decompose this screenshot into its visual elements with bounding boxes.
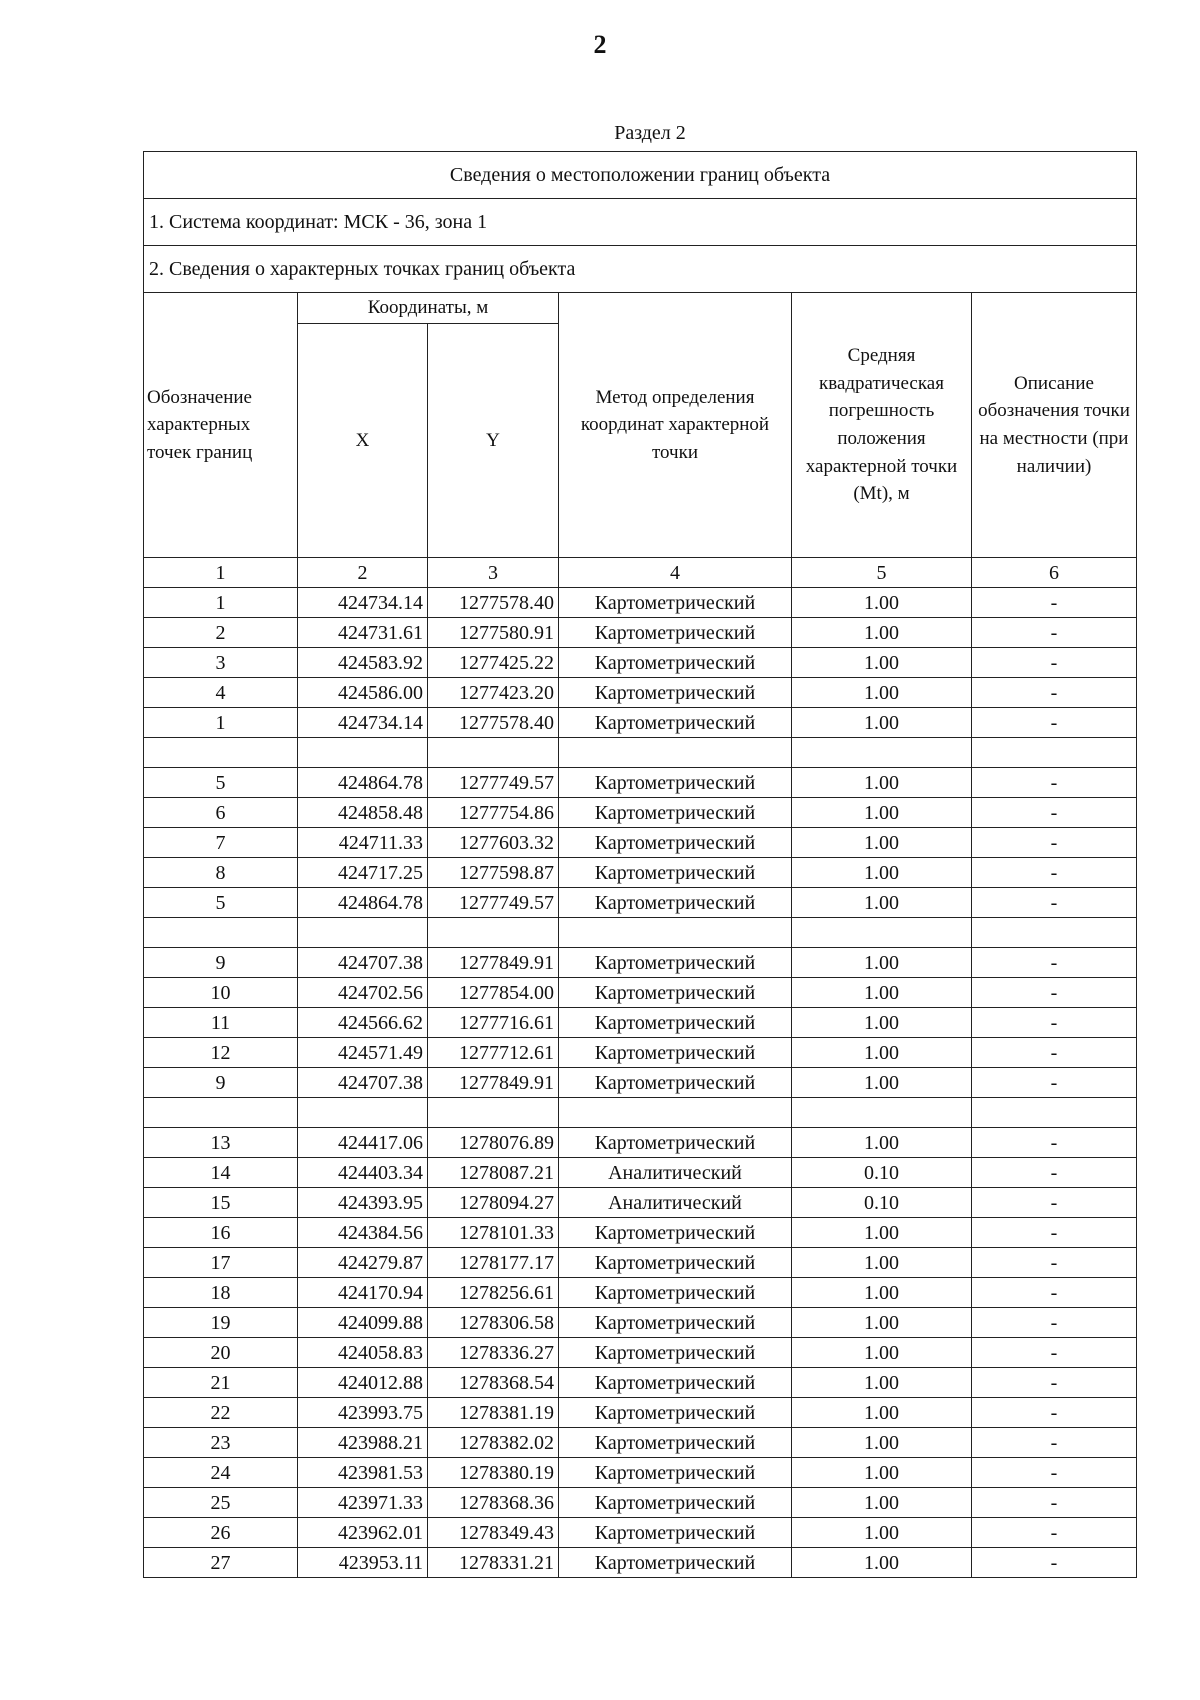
method-cell: Картометрический (559, 1308, 792, 1338)
error-cell: 0.10 (792, 1158, 972, 1188)
x-cell: 424403.34 (298, 1158, 428, 1188)
x-cell: 424864.78 (298, 888, 428, 918)
y-cell: 1277754.86 (428, 798, 559, 828)
table-row (144, 1038, 1137, 1068)
description-cell: - (972, 858, 1137, 888)
error-cell: 1.00 (792, 708, 972, 738)
method-cell: Картометрический (559, 708, 792, 738)
table-row (144, 1218, 1137, 1248)
empty-cell (298, 918, 428, 948)
method-cell: Картометрический (559, 948, 792, 978)
y-cell: 1278256.61 (428, 1278, 559, 1308)
description-cell: - (972, 1398, 1137, 1428)
error-cell: 1.00 (792, 888, 972, 918)
x-cell: 423971.33 (298, 1488, 428, 1518)
y-cell: 1277580.91 (428, 618, 559, 648)
y-cell: 1278101.33 (428, 1218, 559, 1248)
x-cell: 423988.21 (298, 1428, 428, 1458)
method-cell: Картометрический (559, 618, 792, 648)
group-separator-row (144, 738, 1137, 768)
point-cell: 13 (144, 1128, 298, 1158)
x-cell: 424279.87 (298, 1248, 428, 1278)
point-cell: 1 (144, 588, 298, 618)
table-row (144, 888, 1137, 918)
x-cell: 423953.11 (298, 1548, 428, 1578)
x-cell: 424417.06 (298, 1128, 428, 1158)
empty-cell (144, 738, 298, 768)
error-cell: 1.00 (792, 1068, 972, 1098)
table-row (144, 588, 1137, 618)
description-cell: - (972, 1548, 1137, 1578)
table-row (144, 1068, 1137, 1098)
empty-cell (144, 918, 298, 948)
points-heading: 2. Сведения о характерных точках границ объекта (144, 246, 1137, 293)
header-description: Описание обозначения точки на местности (при наличии) (972, 293, 1137, 558)
method-cell: Картометрический (559, 678, 792, 708)
table-row (144, 1548, 1137, 1578)
table-row (144, 798, 1137, 828)
method-cell: Картометрический (559, 768, 792, 798)
empty-cell (559, 738, 792, 768)
y-cell: 1278076.89 (428, 1128, 559, 1158)
y-cell: 1277849.91 (428, 948, 559, 978)
error-cell: 1.00 (792, 1278, 972, 1308)
y-cell: 1278087.21 (428, 1158, 559, 1188)
error-cell: 1.00 (792, 828, 972, 858)
point-cell: 17 (144, 1248, 298, 1278)
table-row (144, 1488, 1137, 1518)
point-cell: 9 (144, 948, 298, 978)
table-row (144, 1158, 1137, 1188)
error-cell: 1.00 (792, 1008, 972, 1038)
method-cell: Картометрический (559, 1008, 792, 1038)
method-cell: Картометрический (559, 1488, 792, 1518)
table-row (144, 1518, 1137, 1548)
description-cell: - (972, 768, 1137, 798)
method-cell: Картометрический (559, 588, 792, 618)
y-cell: 1278368.36 (428, 1488, 559, 1518)
error-cell: 1.00 (792, 768, 972, 798)
method-cell: Картометрический (559, 1128, 792, 1158)
point-cell: 5 (144, 888, 298, 918)
table-row (144, 1008, 1137, 1038)
empty-cell (972, 918, 1137, 948)
method-cell: Картометрический (559, 1038, 792, 1068)
description-cell: - (972, 978, 1137, 1008)
coordinate-system: 1. Система координат: МСК - 36, зона 1 (144, 199, 1137, 246)
column-number: 2 (298, 558, 428, 588)
table-row (144, 1188, 1137, 1218)
error-cell: 1.00 (792, 648, 972, 678)
description-cell: - (972, 1218, 1137, 1248)
y-cell: 1277425.22 (428, 648, 559, 678)
table-row (144, 1458, 1137, 1488)
column-number: 3 (428, 558, 559, 588)
point-cell: 6 (144, 798, 298, 828)
x-cell: 424058.83 (298, 1338, 428, 1368)
point-cell: 2 (144, 618, 298, 648)
method-cell: Картометрический (559, 1428, 792, 1458)
table-row (144, 1398, 1137, 1428)
empty-cell (972, 738, 1137, 768)
y-cell: 1278336.27 (428, 1338, 559, 1368)
description-cell: - (972, 798, 1137, 828)
x-cell: 424707.38 (298, 948, 428, 978)
error-cell: 1.00 (792, 1308, 972, 1338)
empty-cell (972, 1098, 1137, 1128)
table-row (144, 678, 1137, 708)
method-cell: Картометрический (559, 1338, 792, 1368)
header-method: Метод определения координат характерной точки (559, 293, 792, 558)
method-cell: Картометрический (559, 798, 792, 828)
x-cell: 424012.88 (298, 1368, 428, 1398)
point-cell: 1 (144, 708, 298, 738)
header-coordinates: Координаты, м (298, 293, 559, 324)
description-cell: - (972, 678, 1137, 708)
x-cell: 424734.14 (298, 708, 428, 738)
description-cell: - (972, 1248, 1137, 1278)
header-y: Y (428, 324, 559, 558)
table-row (144, 648, 1137, 678)
method-cell: Картометрический (559, 1458, 792, 1488)
empty-cell (428, 918, 559, 948)
method-cell: Картометрический (559, 648, 792, 678)
table-row (144, 948, 1137, 978)
description-cell: - (972, 1308, 1137, 1338)
y-cell: 1278177.17 (428, 1248, 559, 1278)
column-number: 5 (792, 558, 972, 588)
point-cell: 4 (144, 678, 298, 708)
method-cell: Картометрический (559, 1068, 792, 1098)
error-cell: 1.00 (792, 678, 972, 708)
error-cell: 1.00 (792, 1548, 972, 1578)
header-error: Средняя квадратическая погрешность положения характерной точки (Mt), м (792, 293, 972, 558)
point-cell: 10 (144, 978, 298, 1008)
description-cell: - (972, 588, 1137, 618)
y-cell: 1277578.40 (428, 708, 559, 738)
point-cell: 21 (144, 1368, 298, 1398)
method-cell: Картометрический (559, 1368, 792, 1398)
table-row (144, 828, 1137, 858)
description-cell: - (972, 1008, 1137, 1038)
error-cell: 1.00 (792, 618, 972, 648)
table-row (144, 1368, 1137, 1398)
point-cell: 16 (144, 1218, 298, 1248)
description-cell: - (972, 1068, 1137, 1098)
y-cell: 1277716.61 (428, 1008, 559, 1038)
point-cell: 22 (144, 1398, 298, 1428)
description-cell: - (972, 618, 1137, 648)
point-cell: 14 (144, 1158, 298, 1188)
description-cell: - (972, 1188, 1137, 1218)
description-cell: - (972, 1368, 1137, 1398)
empty-cell (792, 1098, 972, 1128)
table-row (144, 1308, 1137, 1338)
method-cell: Картометрический (559, 828, 792, 858)
description-cell: - (972, 708, 1137, 738)
error-cell: 0.10 (792, 1188, 972, 1218)
error-cell: 1.00 (792, 1428, 972, 1458)
method-cell: Картометрический (559, 1518, 792, 1548)
y-cell: 1277749.57 (428, 888, 559, 918)
description-cell: - (972, 1278, 1137, 1308)
y-cell: 1277749.57 (428, 768, 559, 798)
y-cell: 1278331.21 (428, 1548, 559, 1578)
point-cell: 3 (144, 648, 298, 678)
method-cell: Картометрический (559, 1278, 792, 1308)
boundary-coordinates-sheet (143, 151, 1136, 1578)
empty-cell (298, 1098, 428, 1128)
column-number: 6 (972, 558, 1137, 588)
x-cell: 424858.48 (298, 798, 428, 828)
table-row (144, 858, 1137, 888)
y-cell: 1278382.02 (428, 1428, 559, 1458)
y-cell: 1277712.61 (428, 1038, 559, 1068)
y-cell: 1277423.20 (428, 678, 559, 708)
point-cell: 27 (144, 1548, 298, 1578)
y-cell: 1278380.19 (428, 1458, 559, 1488)
x-cell: 424099.88 (298, 1308, 428, 1338)
y-cell: 1278381.19 (428, 1398, 559, 1428)
method-cell: Картометрический (559, 1248, 792, 1278)
x-cell: 423981.53 (298, 1458, 428, 1488)
table-row (144, 978, 1137, 1008)
points-body (144, 588, 1137, 1578)
y-cell: 1277854.00 (428, 978, 559, 1008)
error-cell: 1.00 (792, 1128, 972, 1158)
y-cell: 1277578.40 (428, 588, 559, 618)
x-cell: 424717.25 (298, 858, 428, 888)
error-cell: 1.00 (792, 1518, 972, 1548)
point-cell: 8 (144, 858, 298, 888)
method-cell: Картометрический (559, 978, 792, 1008)
point-cell: 9 (144, 1068, 298, 1098)
description-cell: - (972, 1428, 1137, 1458)
table-title: Сведения о местоположении границ объекта (144, 152, 1137, 199)
point-cell: 19 (144, 1308, 298, 1338)
description-cell: - (972, 1518, 1137, 1548)
error-cell: 1.00 (792, 858, 972, 888)
error-cell: 1.00 (792, 798, 972, 828)
error-cell: 1.00 (792, 1368, 972, 1398)
group-separator-row (144, 1098, 1137, 1128)
error-cell: 1.00 (792, 1458, 972, 1488)
table-row (144, 1248, 1137, 1278)
table-row (144, 1338, 1137, 1368)
method-cell: Картометрический (559, 1548, 792, 1578)
description-cell: - (972, 1458, 1137, 1488)
y-cell: 1278094.27 (428, 1188, 559, 1218)
point-cell: 20 (144, 1338, 298, 1368)
error-cell: 1.00 (792, 1038, 972, 1068)
x-cell: 424734.14 (298, 588, 428, 618)
y-cell: 1277603.32 (428, 828, 559, 858)
error-cell: 1.00 (792, 588, 972, 618)
method-cell: Аналитический (559, 1158, 792, 1188)
error-cell: 1.00 (792, 1398, 972, 1428)
point-cell: 7 (144, 828, 298, 858)
table-row (144, 618, 1137, 648)
description-cell: - (972, 888, 1137, 918)
table-row (144, 1128, 1137, 1158)
x-cell: 423962.01 (298, 1518, 428, 1548)
description-cell: - (972, 1038, 1137, 1068)
x-cell: 424586.00 (298, 678, 428, 708)
x-cell: 424393.95 (298, 1188, 428, 1218)
table-row (144, 768, 1137, 798)
y-cell: 1278306.58 (428, 1308, 559, 1338)
description-cell: - (972, 828, 1137, 858)
description-cell: - (972, 1338, 1137, 1368)
method-cell: Картометрический (559, 1398, 792, 1428)
method-cell: Картометрический (559, 1218, 792, 1248)
point-cell: 26 (144, 1518, 298, 1548)
error-cell: 1.00 (792, 1248, 972, 1278)
table-row (144, 1428, 1137, 1458)
y-cell: 1278368.54 (428, 1368, 559, 1398)
empty-cell (792, 738, 972, 768)
table-row (144, 708, 1137, 738)
y-cell: 1277598.87 (428, 858, 559, 888)
x-cell: 424583.92 (298, 648, 428, 678)
x-cell: 423993.75 (298, 1398, 428, 1428)
point-cell: 18 (144, 1278, 298, 1308)
column-numbers-row (144, 558, 1137, 588)
description-cell: - (972, 948, 1137, 978)
x-cell: 424170.94 (298, 1278, 428, 1308)
description-cell: - (972, 648, 1137, 678)
error-cell: 1.00 (792, 1218, 972, 1248)
point-cell: 23 (144, 1428, 298, 1458)
x-cell: 424566.62 (298, 1008, 428, 1038)
point-cell: 15 (144, 1188, 298, 1218)
description-cell: - (972, 1158, 1137, 1188)
x-cell: 424731.61 (298, 618, 428, 648)
error-cell: 1.00 (792, 1488, 972, 1518)
empty-cell (428, 738, 559, 768)
error-cell: 1.00 (792, 948, 972, 978)
section-title: Раздел 2 (614, 122, 686, 144)
error-cell: 1.00 (792, 1338, 972, 1368)
empty-cell (428, 1098, 559, 1128)
header-point-designation: Обозначение характерных точек границ (144, 293, 298, 558)
empty-cell (298, 738, 428, 768)
method-cell: Картометрический (559, 858, 792, 888)
x-cell: 424707.38 (298, 1068, 428, 1098)
column-number: 4 (559, 558, 792, 588)
group-separator-row (144, 918, 1137, 948)
description-cell: - (972, 1128, 1137, 1158)
empty-cell (559, 1098, 792, 1128)
x-cell: 424702.56 (298, 978, 428, 1008)
description-cell: - (972, 1488, 1137, 1518)
point-cell: 24 (144, 1458, 298, 1488)
point-cell: 11 (144, 1008, 298, 1038)
y-cell: 1278349.43 (428, 1518, 559, 1548)
x-cell: 424571.49 (298, 1038, 428, 1068)
x-cell: 424711.33 (298, 828, 428, 858)
method-cell: Картометрический (559, 888, 792, 918)
y-cell: 1277849.91 (428, 1068, 559, 1098)
error-cell: 1.00 (792, 978, 972, 1008)
point-cell: 5 (144, 768, 298, 798)
point-cell: 25 (144, 1488, 298, 1518)
column-number: 1 (144, 558, 298, 588)
method-cell: Аналитический (559, 1188, 792, 1218)
empty-cell (792, 918, 972, 948)
x-cell: 424384.56 (298, 1218, 428, 1248)
x-cell: 424864.78 (298, 768, 428, 798)
empty-cell (144, 1098, 298, 1128)
empty-cell (559, 918, 792, 948)
header-x: X (298, 324, 428, 558)
point-cell: 12 (144, 1038, 298, 1068)
page-number: 2 (593, 30, 607, 59)
table-row (144, 1278, 1137, 1308)
boundary-points-table (143, 151, 1137, 1578)
